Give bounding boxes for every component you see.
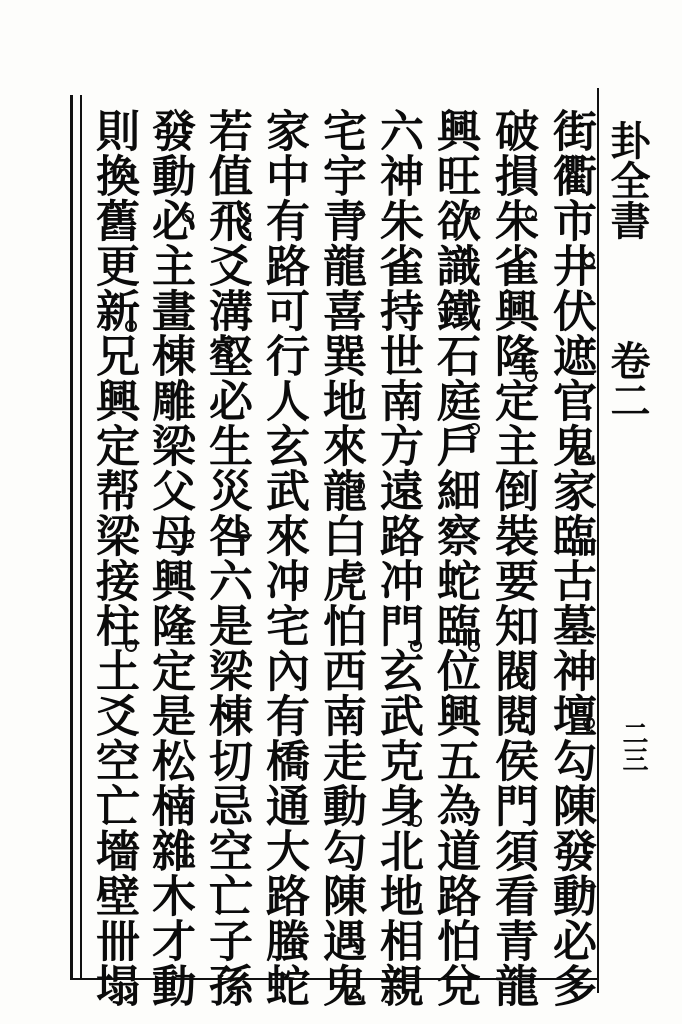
punctuation-mark (182, 210, 194, 222)
punctuation-mark (295, 580, 307, 592)
punctuation-mark (583, 255, 595, 267)
column-text: 六神朱雀持世南方遠路冲門玄武克身北地相親 (372, 108, 423, 1008)
text-column-2 (485, 108, 539, 1008)
punctuation-mark (182, 855, 194, 867)
punctuation-mark (125, 640, 137, 652)
text-column-5 (313, 108, 367, 1008)
column-text: 發動必主畫棟雕梁父母興隆定是松楠雜木才動 (144, 108, 195, 1008)
punctuation-mark (468, 640, 480, 652)
text-column-1 (543, 108, 597, 1008)
punctuation-mark (525, 208, 537, 220)
column-text: 興旺欲識鐵石庭戶細察蛇臨位興五為道路怕兌 (429, 108, 480, 1008)
punctuation-mark (182, 530, 194, 542)
left-inner-frame-line (80, 95, 82, 980)
text-column-4 (370, 108, 424, 1008)
punctuation-mark (468, 208, 480, 220)
punctuation-mark (238, 530, 250, 542)
text-column-6 (256, 108, 310, 1008)
text-column-9 (86, 108, 140, 1008)
margin-page-number: 二三 (618, 720, 648, 772)
column-text: 街衢市井伏遮官鬼家臨古墓神壇勾陳發動必多 (545, 108, 596, 1008)
punctuation-mark (353, 480, 365, 492)
punctuation-mark (410, 815, 422, 827)
column-text: 則換舊更新兄興定帮梁接柱土爻空亡墻壁卌塌 (88, 108, 139, 1008)
punctuation-mark (125, 320, 137, 332)
punctuation-mark (583, 880, 595, 892)
column-text: 家中有路可行人玄武來冲宅內有橋通大路螣蛇 (258, 108, 309, 1008)
margin-book-title: 卦全書 (604, 120, 651, 240)
column-text: 若值飛爻溝壑必生災咎六是梁棟切忌空亡子孫 (201, 108, 252, 1008)
punctuation-mark (525, 370, 537, 382)
punctuation-mark (410, 640, 422, 652)
column-text: 宅宇青龍喜巽地來龍白虎怕西南走動勾陳遇鬼 (315, 108, 366, 1008)
punctuation-mark (583, 717, 595, 729)
text-column-3 (427, 108, 481, 1008)
left-frame-line (70, 95, 73, 980)
margin-chapter: 卷二 (604, 340, 651, 420)
right-frame-line (597, 88, 599, 993)
punctuation-mark (353, 208, 365, 220)
column-text: 破損朱雀興隆定主倒裝要知閥閱侯門須看青龍 (487, 108, 538, 1008)
punctuation-mark (468, 423, 480, 435)
